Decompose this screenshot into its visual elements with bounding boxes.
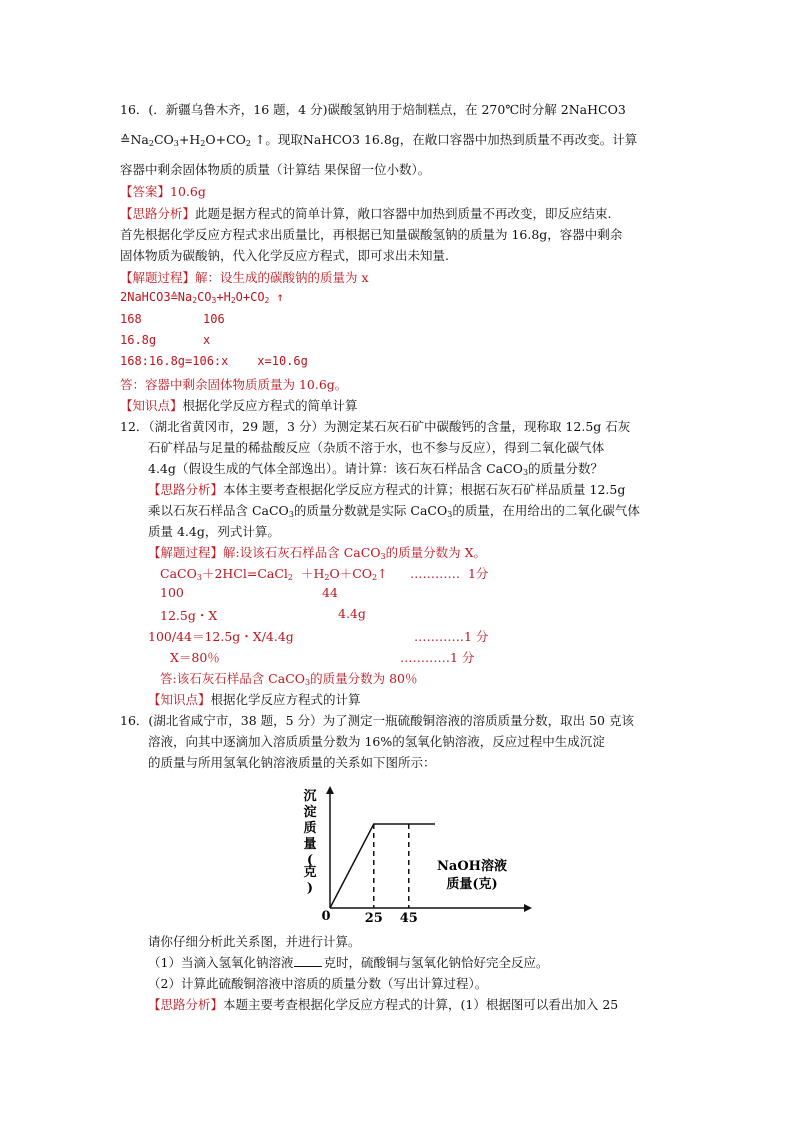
- p12-ratio-b2: 4.4g: [338, 606, 366, 621]
- p12-knowledge-row: [148, 690, 361, 708]
- p16a-analysis-3: 固体物质为碳酸钠，代入化学反应方程式，即可求出未知量.: [120, 248, 449, 263]
- process-text: 解：设生成的碳酸钠的质量为 x: [195, 270, 369, 285]
- origin-label: 0: [321, 909, 331, 924]
- answer-value: 10.6g: [170, 184, 206, 199]
- knowledge-label: 【知识点】: [120, 398, 183, 413]
- p16a-answer-row: [120, 182, 206, 200]
- p16a-analysis-row: [120, 204, 612, 222]
- y-axis-label: 沉淀质量(克): [303, 789, 317, 896]
- analysis-text-1: 本题主要考查根据化学反应方程式的计算，(1）根据图可以看出加入 25: [223, 997, 619, 1012]
- p12-line1: 12．（湖北省黄冈市，29 题，3 分）为测定某石灰石矿中碳酸钙的含量，现称取 12.5g 石灰: [120, 419, 631, 434]
- p16b-line1: 16．(湖北省咸宁市，38 题，5 分）为了测定一瓶硫酸铜溶液的溶质质量分数，取出 50 克该: [120, 713, 634, 728]
- p12-line3: 4.4g（假设生成的气体全部逸出）。请计算：该石灰石样品含 CaCO$_3$的质量分数？: [148, 461, 604, 477]
- x-tick-label-45: 45: [399, 911, 418, 924]
- p16b-line3: 的质量与所用氢氧化钠溶液质量的关系如下图所示：: [148, 755, 436, 770]
- p12-analysis-row: [148, 480, 625, 498]
- p12-analysis-2: 乘以石灰石样品含 CaCO$_3$的质量分数就是实际 CaCO$_3$的质量，在用给出的二氧化碳气体: [148, 503, 640, 519]
- p12-ratio-solve-score: …………1 分: [414, 629, 489, 644]
- p16a-body: 碳酸氢钠用于焙制糕点，在 270℃时分解 2NaHCO3: [327, 102, 626, 117]
- p16a-conclusion: 答：容器中剩余固体物质质量为 10.6g。: [120, 377, 348, 392]
- knowledge-text: 根据化学反应方程式的计算: [210, 692, 361, 707]
- p12-ratio-solve: 100/44＝12.5g・X/4.4g: [148, 629, 294, 644]
- p16a-ratio-b1: 106: [203, 312, 225, 326]
- y-axis-arrow: [326, 786, 334, 794]
- p16b-question-2: （2）计算此硫酸铜溶液中溶质的质量分数（写出计算过程）。: [148, 976, 488, 991]
- x-axis-label-1: NaOH溶液: [437, 859, 507, 874]
- p12-equation-score: ………… 1分: [410, 566, 489, 581]
- answer-label: 【答案】: [120, 184, 171, 199]
- p16b-line2: 溶液，向其中逐滴加入溶质质量分数为 16%的氢氧化钠溶液，反应过程中生成沉淀: [148, 734, 605, 749]
- p16a-line2: $≙Na_2CO_3+H_2O+CO_2$ ↑。现取NaHCO3 16.8g，在敞口容器中加热到质量不再改变。计算: [120, 132, 638, 148]
- p16a-head: 16．(．新疆乌鲁木齐，16 题，4 分): [120, 102, 328, 117]
- p16a-line3: 容器中剩余固体物质的质量（计算结 果保留一位小数）。: [120, 162, 431, 177]
- p16a-ratio-b2: x: [203, 333, 211, 347]
- process-label: 【解题过程】: [148, 545, 224, 560]
- analysis-text-1: 本体主要考查根据化学反应方程式的计算；根据石灰石矿样品质量 12.5g: [223, 482, 626, 497]
- p12-line2: 石矿样品与足量的稀盐酸反应（杂质不溶于水，也不参与反应），得到二氧化碳气体: [148, 440, 605, 455]
- p16b-question-1: [148, 953, 548, 971]
- analysis-text-1: 此题是据方程式的简单计算，敞口容器中加热到质量不再改变，即反应结束.: [195, 206, 612, 221]
- analysis-label: 【思路分析】: [148, 482, 224, 497]
- p16a-knowledge-row: [120, 396, 358, 414]
- knowledge-label: 【知识点】: [148, 692, 211, 707]
- process-label: 【解题过程】: [120, 270, 196, 285]
- p16a-ratio-a1: 168: [120, 312, 142, 326]
- p16a-ratio-solve: 168:16.8g=106:x x=10.6g: [120, 354, 308, 368]
- precipitate-chart: [296, 784, 536, 924]
- p12-process-row: [148, 543, 486, 561]
- q1-answer-blank[interactable]: [294, 955, 322, 967]
- q1-text-b: 克时，硫酸铜与氢氧化钠恰好完全反应。: [323, 955, 549, 970]
- p12-result-score: …………1 分: [400, 650, 475, 665]
- p16a-line1: [120, 100, 626, 118]
- p16a-analysis-2: 首先根据化学反应方程式求出质量比，再根据已知量碳酸氢钠的质量为 16.8g，容器中剩余: [120, 227, 623, 242]
- p16a-process-row: [120, 268, 369, 286]
- p16a-ratio-a2: 16.8g: [120, 333, 157, 347]
- knowledge-text: 根据化学反应方程式的简单计算: [182, 398, 358, 413]
- p12-ratio-b1: 44: [322, 585, 338, 600]
- p16b-analysis-row: [148, 995, 618, 1013]
- p12-result: X＝80％: [170, 650, 220, 665]
- p12-conclusion: 答:该石灰石样品含 CaCO$_3$的质量分数为 80％: [160, 671, 418, 687]
- p12-ratio-a2: 12.5g・X: [160, 608, 218, 623]
- x-axis-label-2: 质量(克): [446, 877, 498, 892]
- p12-analysis-3: 质量 4.4g，列式计算。: [148, 524, 280, 539]
- p12-ratio-a1: 100: [160, 585, 184, 600]
- x-tick-label-25: 25: [364, 911, 383, 924]
- precipitate-line: [330, 824, 435, 908]
- analysis-label: 【思路分析】: [148, 997, 224, 1012]
- q1-text-a: （1）当滴入氢氧化钠溶液: [148, 955, 294, 970]
- axes: [326, 786, 532, 912]
- analysis-label: 【思路分析】: [120, 206, 196, 221]
- p16a-equation: $2NaHCO3≙Na_2CO_3+H_2O+CO_2$ ↑: [120, 290, 284, 305]
- x-axis-arrow: [524, 904, 532, 912]
- p16b-question-intro: 请你仔细分析此关系图，并进行计算。: [148, 934, 361, 949]
- process-text: 解:设该石灰石样品含 CaCO$_3$的质量分数为 X。: [223, 545, 486, 561]
- p12-equation: CaCO$_3$＋2HCl=CaCl$_2$ $+H_2O+CO_2↑$: [160, 566, 388, 582]
